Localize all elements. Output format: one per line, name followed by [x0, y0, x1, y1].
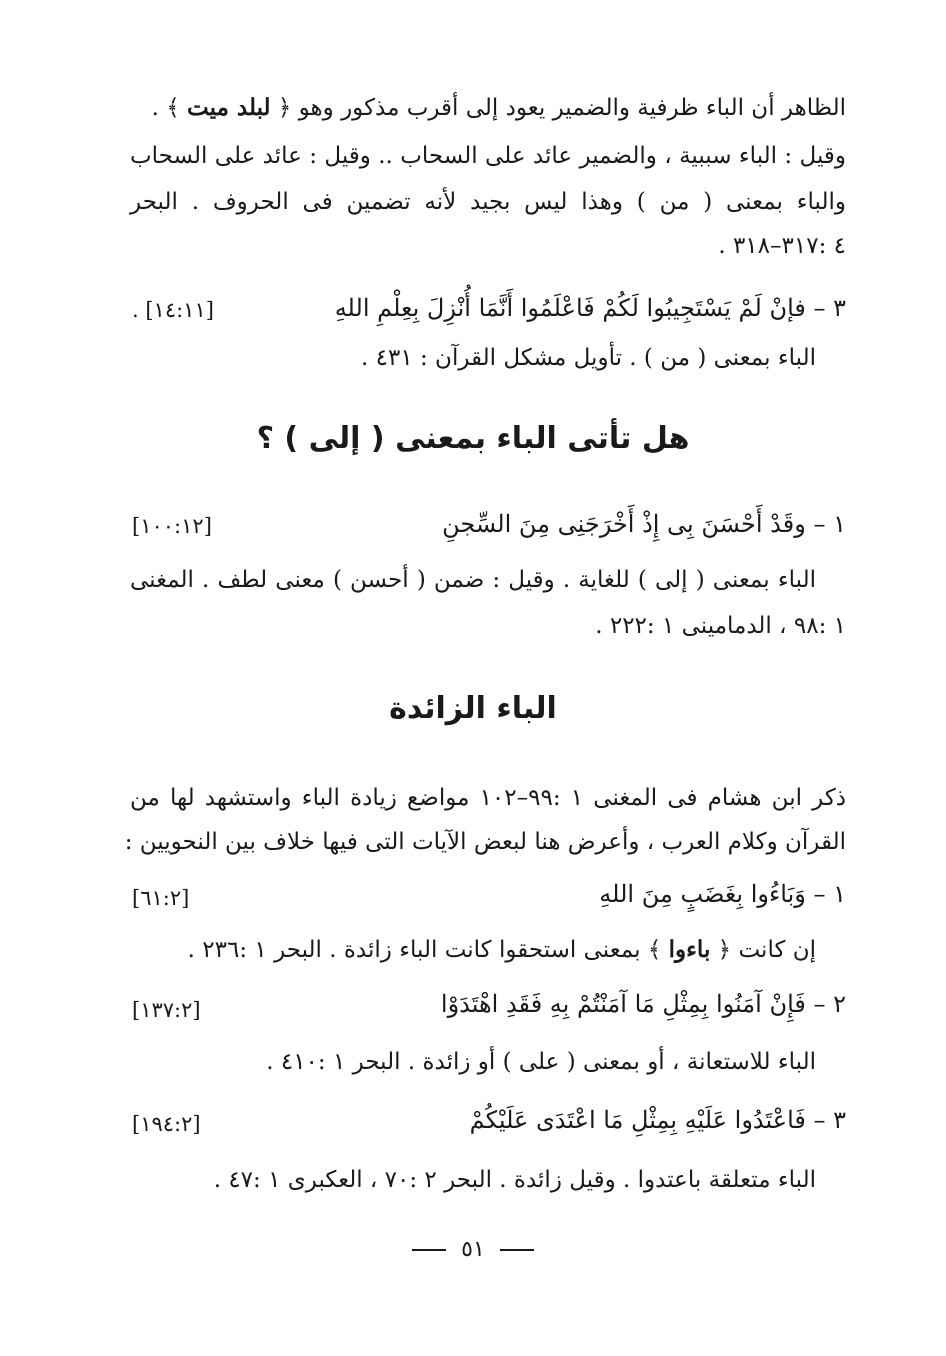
verse-line: ١ – وَبَاءُوا بِغَضَبٍ مِنَ اللهِ	[599, 880, 846, 908]
verse-line: ٣ – فإنْ لَمْ يَسْتَجِيبُوا لَكُمْ فَاعْلَمُوا أَنَّمَا أُنْزِلَ بِعِلْمِ اللهِ	[334, 294, 846, 322]
para1-line2: وقيل : الباء سببية ، والضمير عائد على السحاب .. وقيل : عائد على السحاب	[130, 143, 846, 169]
verse-line: ١ – وقَدْ أَحْسَنَ بِى إِذْ أَخْرَجَنِى مِنَ السِّجنِ	[442, 510, 846, 538]
verse-reference: [١٠٠:١٢]	[132, 514, 212, 538]
verse-comment-bold: باءوا	[668, 936, 711, 963]
page-number-text: ٥١	[461, 1237, 485, 1262]
para1-line1	[130, 88, 846, 128]
verse-comment: الباء للاستعانة ، أو بمعنى ( على ) أو زائدة . البحر ١ :٤١٠ .	[266, 1049, 816, 1075]
para1-line1-text: الظاهر أن الباء ظرفية والضمير يعود إلى أقرب مذكور وهو ﴿	[277, 95, 846, 121]
verse-line: ٢ – فَإِنْ آمَنُوا بِمِثْلِ مَا آمَنْتُمْ بِهِ فَقَدِ اهْتَدَوْا	[440, 990, 846, 1018]
verse-reference: . [١٤:١١]	[132, 298, 214, 322]
verse-comment: الباء بمعنى ( من ) . تأويل مشكل القرآن : ٤٣١ .	[361, 345, 816, 371]
verse-comment-end: ﴾ بمعنى استحقوا كانت الباء زائدة . البحر ١ :٢٣٦ .	[187, 937, 662, 963]
dash-left	[500, 1249, 534, 1251]
dash-right	[412, 1249, 446, 1251]
page-number	[0, 1232, 946, 1268]
verse-comment	[130, 930, 816, 970]
verse-comment-text: إن كانت ﴿	[717, 937, 816, 963]
section-heading: هل تأتى الباء بمعنى ( إلى ) ؟	[256, 421, 690, 456]
para1-line3: والباء بمعنى ( من ) وهذا ليس بجيد لأنه تضمين فى الحروف . البحر	[130, 189, 846, 215]
verse-line: ٣ – فَاعْتَدُوا عَلَيْهِ بِمِثْلِ مَا اعْتَدَى عَلَيْكُمْ	[469, 1106, 846, 1134]
verse-reference: [٦١:٢]	[132, 886, 190, 910]
intro-line2: القرآن وكلام العرب ، وأعرض هنا لبعض الآيات التى فيها خلاف بين النحويين :	[124, 829, 846, 855]
verse-comment: الباء متعلقة باعتدوا . وقيل زائدة . البحر ٢ :٧٠ ، العكبرى ١ :٤٧ .	[213, 1167, 816, 1193]
para1-line1-end: ﴾ .	[151, 95, 180, 121]
para1-line4: ٤ :٣١٧–٣١٨ .	[718, 233, 846, 259]
intro-line1: ذكر ابن هشام فى المغنى ١ :٩٩–١٠٢ مواضع زيادة الباء واستشهد لها من	[130, 785, 847, 811]
verse-reference: [١٣٧:٢]	[132, 998, 201, 1022]
verse-reference: [١٩٤:٢]	[132, 1112, 201, 1136]
section-heading: الباء الزائدة	[389, 691, 557, 726]
verse-comment-line2: ١ :٩٨ ، الدمامينى ١ :٢٢٢ .	[595, 613, 846, 639]
verse-comment-line1: الباء بمعنى ( إلى ) للغاية . وقيل : ضمن ( أحسن ) معنى لطف . المغنى	[130, 567, 816, 593]
para1-line1-bold: لبلد ميت	[187, 94, 271, 121]
